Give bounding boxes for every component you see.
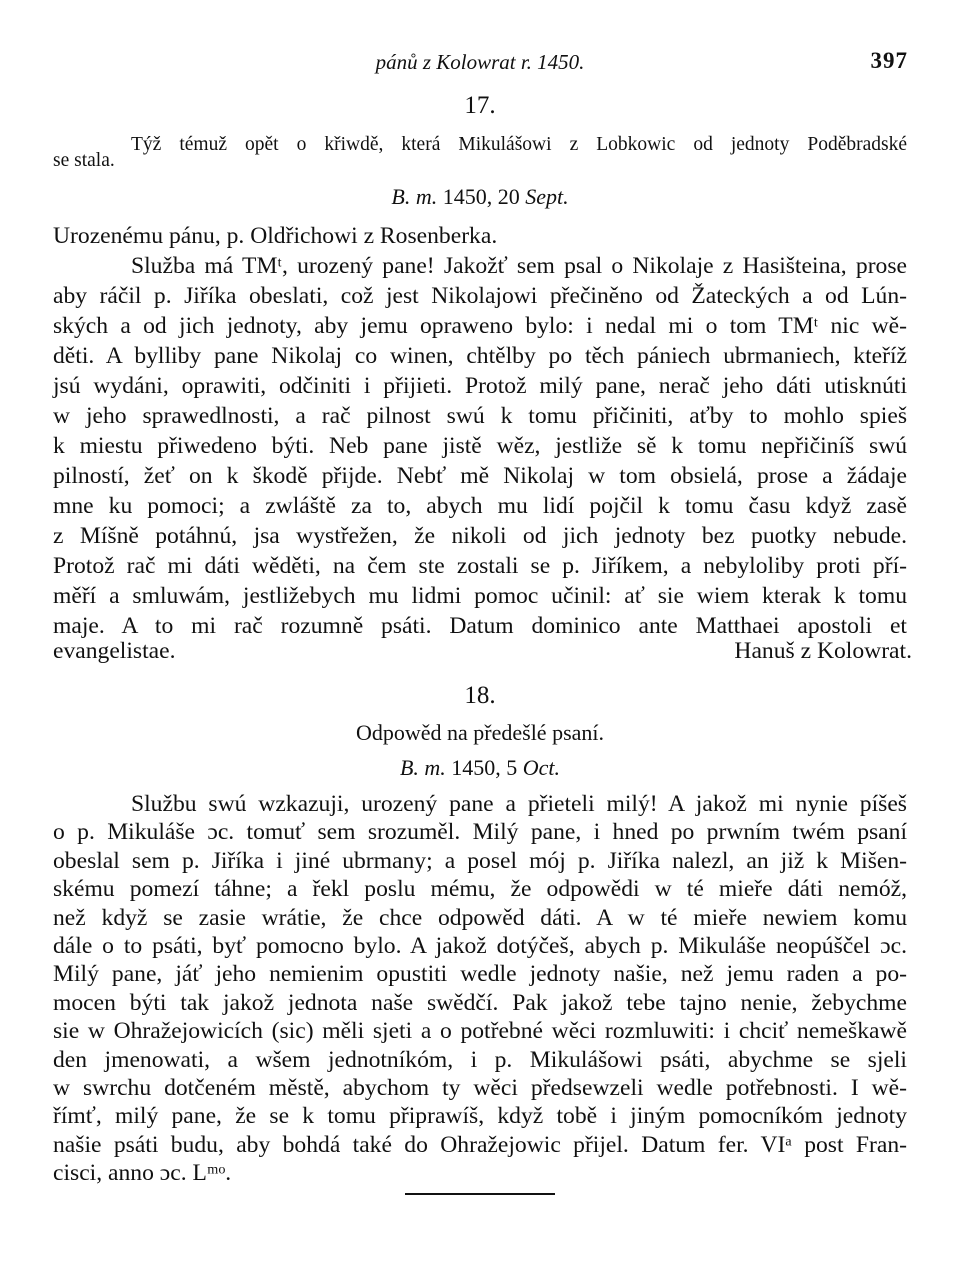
letter-17-line: w jeho sprawedlnosti, a rač pilnost swú k tomu přičiniti, aťby to mohlo spieš bbox=[53, 403, 907, 429]
letter-17-line: pilností, žeť on k škodě přijde. Nebť mě Nikolaj w tom obsielá, prose a žádaje bbox=[53, 463, 907, 489]
letter-17-line: aby ráčil p. Jiříka obeslati, což jest Nikolajowi přečiněno od Žateckých a od Lún- bbox=[53, 283, 907, 309]
letter-18-line: našie psáti budu, aby bohdá také do Ohražejowic přijel. Datum fer. VIᵃ post Fran- bbox=[53, 1132, 907, 1158]
letter-17-address: Urozenému pánu, p. Oldřichowi z Rosenberka. bbox=[53, 223, 498, 249]
letter-17-line: ských a od jich jednoty, aby jemu opraweno bylo: i nedal mi o tom TMᵗ nic wě- bbox=[53, 313, 907, 339]
letter-18-line: mocen býti tak jakož jednota naše swědčí. Pak jakož tebe tajno nenie, žebychme bbox=[53, 990, 907, 1016]
page-header bbox=[0, 44, 960, 84]
letter-18-line: obeslal sem p. Jiříka i jiné ubrmany; a posel mój p. Jiříka nalezl, an již k Mišen- bbox=[53, 848, 907, 874]
letter-18-line: o p. Mikuláše ɔc. tomuť sem srozuměl. Milý pane, i hned po prwním twém psaní bbox=[53, 819, 907, 845]
letter-18-line: Službu swú wzkazuji, urozený pane a přieteli milý! A jakož mi nynie píšeš bbox=[131, 791, 907, 817]
end-rule bbox=[405, 1193, 555, 1195]
letter-17-number: 17. bbox=[464, 92, 496, 119]
letter-18-date bbox=[0, 755, 960, 781]
letter-17-line: Protož rač mi dáti wěděti, na čem ste zostali se p. Jiříkem, a nebyloliby proti pří- bbox=[53, 553, 907, 579]
letter-17-signature: Hanuš z Kolowrat. bbox=[734, 638, 912, 664]
date-month: Oct. bbox=[522, 755, 561, 780]
letter-18-line: než když se zasie wrátie, že chce odpowěd dáti. A w té mieře newiem komu bbox=[53, 905, 907, 931]
letter-17-summary: Týž témuž opět o křiwdě, která Mikulášowi z Lobkowic od jednoty Poděbradské bbox=[131, 134, 907, 155]
letter-18-line: den jmenowati, a wšem jednotníkóm, i p. Mikulášowi psáti, abychme se sjeli bbox=[53, 1047, 907, 1073]
letter-17-line: měří a smluwám, jestližebych mu lidmi pomoc učinil: ať sie wiem kterak k tomu bbox=[53, 583, 907, 609]
letter-17-line: jsú wydáni, oprawiti, odčiniti i přijieti. Protož milý pane, nerač jeho dáti utisknúti bbox=[53, 373, 907, 399]
letter-17-line: mne ku pomoci; a zwláště za to, abych mu lidí pojčil k tomu času když zasě bbox=[53, 493, 907, 519]
date-place: B. m. bbox=[399, 755, 446, 780]
letter-18-line: Milý pane, jáť jeho nemienim opustiti wedle jednoty našie, než jemu raden a po- bbox=[53, 961, 907, 987]
letter-17-line: z Míšně potáhnú, jsa wystřežen, že nikoli od jich jednoty bez puotky nebude. bbox=[53, 523, 907, 549]
page-number: 397 bbox=[870, 48, 908, 73]
running-head: pánů z Kolowrat r. 1450. bbox=[375, 50, 585, 74]
date-text: 1450, 20 bbox=[442, 184, 520, 209]
letter-17-summary-cont: se stala. bbox=[53, 150, 115, 171]
letter-18-number: 18. bbox=[464, 682, 496, 709]
letter-18-title: Odpowěd na předešlé psaní. bbox=[355, 720, 605, 745]
letter-17-date bbox=[0, 184, 960, 210]
letter-18-line: w swrchu dotčeném městě, abychom ty wěci předsewzeli wedle potřebnosti. I wě- bbox=[53, 1075, 907, 1101]
letter-18-line: dále o to psáti, byť pomocno bylo. A jakož dotýčeš, abych p. Mikuláše neopúščel ɔc. bbox=[53, 933, 907, 959]
letter-17-line: k miestu přiwedeno býti. Neb pane jistě wěz, jestliže sě k tomu nepřičiníš swú bbox=[53, 433, 907, 459]
letter-17-line: maje. A to mi rač rozumně psáti. Datum dominico ante Matthaei apostoli et bbox=[53, 613, 907, 639]
letter-17-line: Služba má TMᵗ, urozený pane! Jakožť sem psal o Nikolaje z Hasišteina, prose bbox=[131, 253, 907, 279]
date-text: 1450, 5 bbox=[451, 755, 518, 780]
letter-18-line: sie w Ohražejowicích (sic) měli sjeti a o potřebné wěci rozmluwiti: i chciť nemeškawě bbox=[53, 1018, 907, 1044]
letter-18-line: římť, milý pane, že se k tomu připrawíš, když tobě i jiným pomocníkóm jednoty bbox=[53, 1103, 907, 1129]
date-place: B. m. bbox=[391, 184, 438, 209]
letter-17-line: děti. A bylliby pane Nikolaj co winen, chtělby po těch pániech ubrmaniech, kteříž bbox=[53, 343, 907, 369]
letter-18-line: skému pomezí táhne; a řekl poslu mému, že odpowědi w té mieře dáti nemóž, bbox=[53, 876, 907, 902]
letter-17-closing: evangelistae. bbox=[53, 638, 176, 664]
date-month: Sept. bbox=[525, 184, 569, 209]
letter-18-last-line: cisci, anno ɔc. Lᵐᵒ. bbox=[53, 1160, 232, 1186]
